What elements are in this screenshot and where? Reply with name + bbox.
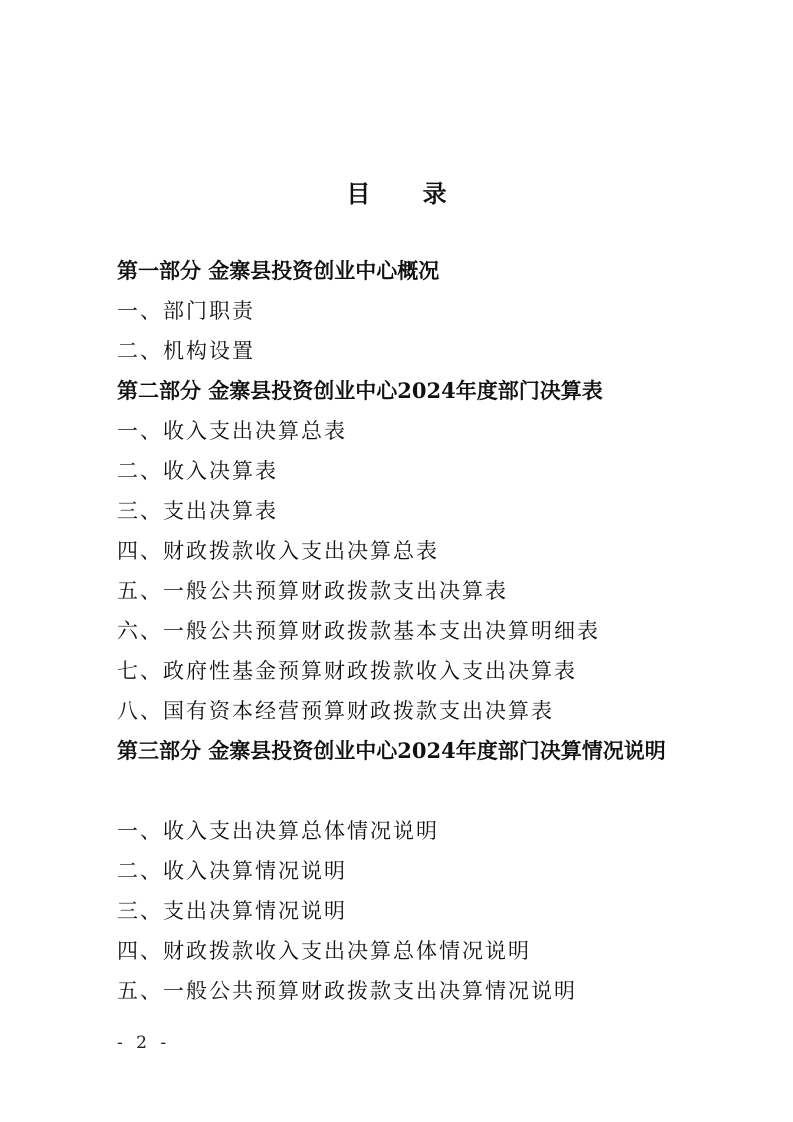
toc-item: 三、支出决算情况说明 <box>117 899 347 923</box>
toc-item: 一、收入支出决算总表 <box>117 419 347 443</box>
toc-item: 五、一般公共预算财政拨款支出决算情况说明 <box>117 979 577 1003</box>
page-title: 目 录 <box>346 179 469 208</box>
toc-item: 四、财政拨款收入支出决算总表 <box>117 539 439 563</box>
toc-part-1: 第一部分 金寨县投资创业中心概况 <box>117 258 440 283</box>
toc-item: 六、一般公共预算财政拨款基本支出决算明细表 <box>117 619 600 643</box>
toc-part-3: 第三部分 金寨县投资创业中心2024年度部门决算情况说明 <box>117 738 666 763</box>
toc-item: 一、部门职责 <box>117 299 255 323</box>
table-of-contents <box>117 251 697 1011</box>
toc-item: 二、收入决算表 <box>117 459 278 483</box>
toc-part-2: 第二部分 金寨县投资创业中心2024年度部门决算表 <box>117 378 603 403</box>
toc-item: 五、一般公共预算财政拨款支出决算表 <box>117 579 508 603</box>
toc-item: 七、政府性基金预算财政拨款收入支出决算表 <box>117 659 577 683</box>
toc-item: 八、国有资本经营预算财政拨款支出决算表 <box>117 699 554 723</box>
toc-item: 二、机构设置 <box>117 339 255 363</box>
toc-item: 一、收入支出决算总体情况说明 <box>117 819 439 843</box>
toc-item: 四、财政拨款收入支出决算总体情况说明 <box>117 939 531 963</box>
page-number: - 2 - <box>117 1033 171 1053</box>
toc-item: 二、收入决算情况说明 <box>117 859 347 883</box>
toc-item: 三、支出决算表 <box>117 499 278 523</box>
